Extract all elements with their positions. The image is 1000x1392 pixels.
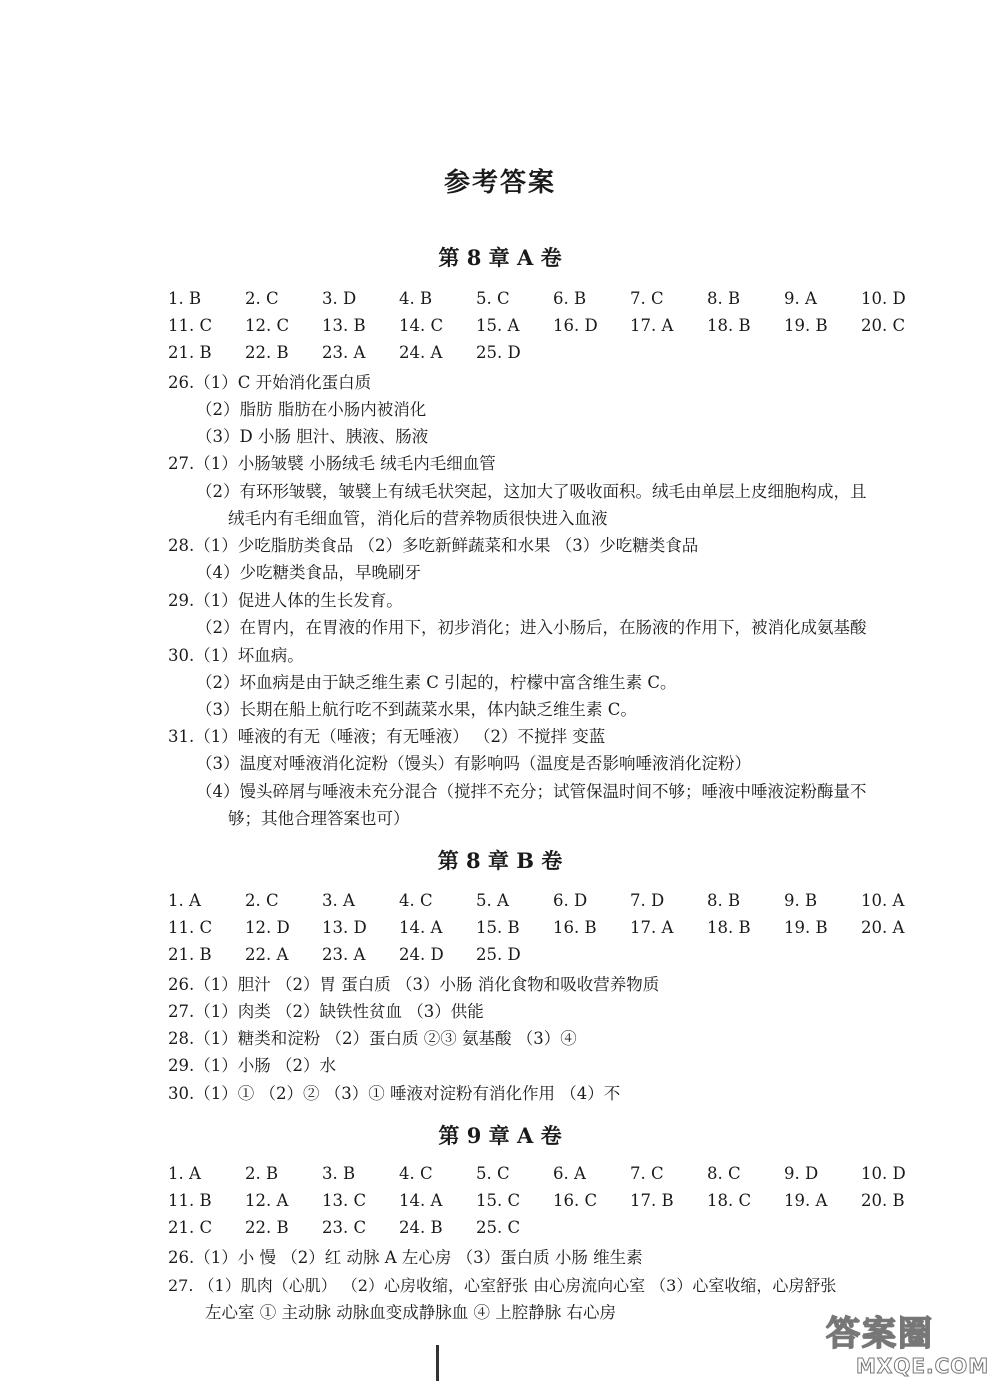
answer-item: 12. D xyxy=(245,918,290,937)
answer-item: 14. C xyxy=(399,316,444,335)
answer-item: 16. C xyxy=(553,1191,598,1210)
answer-item: 25. D xyxy=(476,343,521,362)
answer-line: 26.（1）小 慢 （2）红 动脉 A 左心房 （3）蛋白质 小肠 维生素 xyxy=(168,1248,643,1267)
answer-item: 4. B xyxy=(399,289,433,308)
answer-item: 23. A xyxy=(322,343,366,362)
answer-item: 1. B xyxy=(168,289,202,308)
answer-line: 31.（1）唾液的有无（唾液；有无唾液） （2）不搅拌 变蓝 xyxy=(168,727,606,746)
answer-item: 15. A xyxy=(476,316,520,335)
answer-item: 3. A xyxy=(322,891,355,910)
answer-item: 24. D xyxy=(399,945,444,964)
answer-item: 21. B xyxy=(168,343,212,362)
answer-item: 2. C xyxy=(245,891,279,910)
answer-line: 27. （1）肌肉（心肌） （2）心房收缩，心室舒张 由心房流向心室 （3）心室收缩，心房舒张 xyxy=(168,1276,837,1295)
answer-line: 29.（1）促进人体的生长发育。 xyxy=(168,591,403,610)
answer-item: 22. B xyxy=(245,343,289,362)
answer-item: 8. B xyxy=(707,289,741,308)
answer-line: 27.（1）小肠皱襞 小肠绒毛 绒毛内毛细血管 xyxy=(168,454,496,473)
answer-item: 24. A xyxy=(399,343,443,362)
answer-item: 14. A xyxy=(399,918,443,937)
answer-line: 左心室 ① 主动脉 动脉血变成静脉血 ④ 上腔静脉 右心房 xyxy=(205,1303,616,1322)
answer-item: 10. D xyxy=(861,1164,906,1183)
page-title: 参考答案 xyxy=(443,168,556,198)
section-heading-ch8-a: 第 8 章 A 卷 xyxy=(438,245,562,270)
watermark-logo xyxy=(796,1306,990,1386)
answer-item: 22. A xyxy=(245,945,289,964)
answer-item: 16. D xyxy=(553,316,598,335)
answer-line: 29.（1）小肠 （2）水 xyxy=(168,1056,336,1075)
answer-item: 7. C xyxy=(630,1164,664,1183)
answer-item: 13. B xyxy=(322,316,366,335)
answer-item: 19. B xyxy=(784,918,828,937)
answer-item: 1. A xyxy=(168,1164,201,1183)
answer-item: 9. D xyxy=(784,1164,819,1183)
answer-item: 18. B xyxy=(707,316,751,335)
answer-item: 9. B xyxy=(784,891,818,910)
answer-item: 7. D xyxy=(630,891,665,910)
answer-item: 1. A xyxy=(168,891,201,910)
answer-item: 10. D xyxy=(861,289,906,308)
answer-item: 11. B xyxy=(168,1191,212,1210)
answer-item: 5. C xyxy=(476,289,510,308)
answer-item: 11. C xyxy=(168,316,213,335)
answer-line: （2）有环形皱襞，皱襞上有绒毛状突起，这加大了吸收面积。绒毛由单层上皮细胞构成，且 xyxy=(196,482,867,501)
answer-item: 12. A xyxy=(245,1191,289,1210)
watermark-url: MXQE.COM xyxy=(856,1354,990,1378)
answer-item: 22. B xyxy=(245,1218,289,1237)
answer-item: 23. C xyxy=(322,1218,367,1237)
answer-line: 30.（1）① （2）② （3）① 唾液对淀粉有消化作用 （4）不 xyxy=(168,1084,621,1103)
answer-line: （3）长期在船上航行吃不到蔬菜水果，体内缺乏维生素 C。 xyxy=(196,700,637,719)
answer-item: 8. B xyxy=(707,891,741,910)
answer-item: 6. B xyxy=(553,289,587,308)
answer-item: 6. D xyxy=(553,891,588,910)
answer-item: 25. C xyxy=(476,1218,521,1237)
answer-item: 13. D xyxy=(322,918,367,937)
section-heading-ch8-b: 第 8 章 B 卷 xyxy=(437,848,563,873)
answer-line: 28.（1）糖类和淀粉 （2）蛋白质 ②③ 氨基酸 （3）④ xyxy=(168,1029,577,1048)
answer-item: 24. B xyxy=(399,1218,443,1237)
answer-item: 20. A xyxy=(861,918,905,937)
answer-item: 5. C xyxy=(476,1164,510,1183)
answer-line: 绒毛内有毛细血管，消化后的营养物质很快进入血液 xyxy=(228,509,608,528)
answer-line: 30.（1）坏血病。 xyxy=(168,646,304,665)
answer-item: 4. C xyxy=(399,1164,433,1183)
answer-item: 15. B xyxy=(476,918,520,937)
answer-item: 20. B xyxy=(861,1191,905,1210)
answer-item: 5. A xyxy=(476,891,509,910)
answer-item: 25. D xyxy=(476,945,521,964)
answer-item: 17. A xyxy=(630,918,674,937)
answer-item: 11. C xyxy=(168,918,213,937)
answer-line: （3）D 小肠 胆汁、胰液、肠液 xyxy=(196,427,429,446)
answer-line: 28.（1）少吃脂肪类食品 （2）多吃新鲜蔬菜和水果 （3）少吃糖类食品 xyxy=(168,536,699,555)
scan-artifact xyxy=(436,1345,439,1381)
answer-line: （2）坏血病是由于缺乏维生素 C 引起的，柠檬中富含维生素 C。 xyxy=(196,673,677,692)
answer-line: 26.（1）C 开始消化蛋白质 xyxy=(168,373,372,392)
answer-line: （2）在胃内，在胃液的作用下，初步消化；进入小肠后，在肠液的作用下，被消化成氨基酸 xyxy=(196,618,867,637)
answer-item: 18. C xyxy=(707,1191,752,1210)
answer-item: 21. B xyxy=(168,945,212,964)
answer-item: 6. A xyxy=(553,1164,586,1183)
answer-item: 2. C xyxy=(245,289,279,308)
answer-item: 4. C xyxy=(399,891,433,910)
answer-item: 21. C xyxy=(168,1218,213,1237)
answer-item: 16. B xyxy=(553,918,597,937)
answer-item: 23. A xyxy=(322,945,366,964)
answer-item: 13. C xyxy=(322,1191,367,1210)
answer-item: 3. B xyxy=(322,1164,356,1183)
answer-item: 14. A xyxy=(399,1191,443,1210)
answer-item: 20. C xyxy=(861,316,906,335)
answer-line: 27.（1）肉类 （2）缺铁性贫血 （3）供能 xyxy=(168,1002,484,1021)
answer-item: 9. A xyxy=(784,289,817,308)
answer-item: 17. A xyxy=(630,316,674,335)
answer-item: 19. B xyxy=(784,316,828,335)
answer-line: （2）脂肪 脂肪在小肠内被消化 xyxy=(196,400,427,419)
section-heading-ch9-a: 第 9 章 A 卷 xyxy=(438,1123,562,1148)
answer-item: 15. C xyxy=(476,1191,521,1210)
answer-item: 19. A xyxy=(784,1191,828,1210)
answer-item: 18. B xyxy=(707,918,751,937)
answer-line: 26.（1）胆汁 （2）胃 蛋白质 （3）小肠 消化食物和吸收营养物质 xyxy=(168,975,660,994)
answer-item: 10. A xyxy=(861,891,905,910)
answer-line: （3）温度对唾液消化淀粉（馒头）有影响吗（温度是否影响唾液消化淀粉） xyxy=(196,754,751,773)
answer-line: （4）馒头碎屑与唾液未充分混合（搅拌不充分；试管保温时间不够；唾液中唾液淀粉酶量不 xyxy=(196,782,867,801)
watermark-text: 答案圈 xyxy=(826,1314,934,1354)
answer-item: 12. C xyxy=(245,316,290,335)
answer-line: （4）少吃糖类食品，早晚刷牙 xyxy=(196,563,421,582)
answer-item: 7. C xyxy=(630,289,664,308)
answer-item: 8. C xyxy=(707,1164,741,1183)
answer-item: 2. B xyxy=(245,1164,279,1183)
answer-item: 17. B xyxy=(630,1191,674,1210)
answer-line: 够；其他合理答案也可） xyxy=(228,809,410,828)
answer-item: 3. D xyxy=(322,289,357,308)
